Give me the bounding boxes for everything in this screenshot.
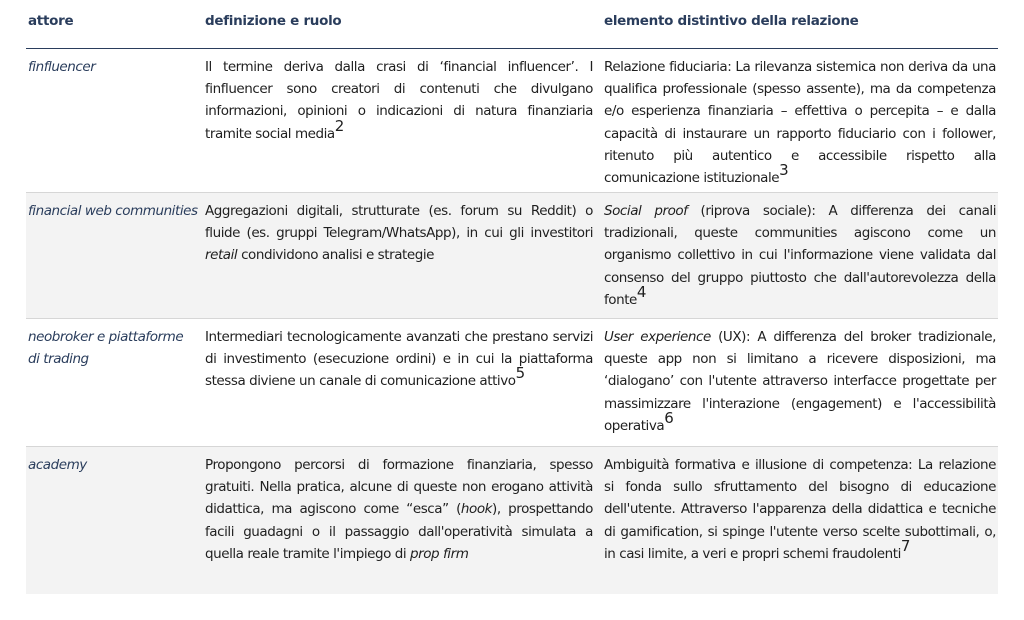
text-segment: Aggregazioni digitali, strutturate (es. forum su Reddit) o fluide (es. gruppi Telegram/WhatsApp), in cui gli investitori [205, 203, 593, 242]
table-header [26, 0, 998, 49]
table-row-finfluencer [26, 49, 998, 193]
text-segment: Relazione fiduciaria: La rilevanza sistemica non deriva da una qualifica professionale (spesso assente), ma da competenza e/o esperienza finanziaria – effettiva o percepita – e dalla capacità di instaurare un rapporto fiduciario con i follower, ritenuto più autentico e accessibile rispetto alla comunicazione istituzionale [604, 59, 996, 187]
italic-term: Social proof [604, 203, 688, 219]
relation-cell [604, 56, 996, 189]
relation-cell [604, 326, 996, 437]
italic-term: User experience [604, 329, 711, 345]
text-segment: ), prospettando facili guadagni o il passaggio dall'operatività simulata a quella reale tramite l'impiego di [205, 501, 593, 562]
definition-cell [205, 326, 593, 393]
text-segment: condividono analisi e strategie [237, 247, 435, 264]
footnote-ref: 3 [779, 161, 789, 180]
actors-table [26, 0, 998, 594]
header-definition: definizione e ruolo [205, 13, 342, 29]
footnote-ref: 2 [334, 116, 344, 135]
table-row-financial-web-communities [26, 193, 998, 319]
definition-cell [205, 200, 593, 267]
table-row-neobroker [26, 319, 998, 447]
footnote-ref: 5 [515, 364, 525, 383]
actor-cell: finfluencer [28, 59, 96, 75]
text-segment: (UX): A differenza del broker tradizionale, queste app non si limitano a ricevere disposizioni, ma ‘dialogano’ con l'utente attraverso interfacce progettate per massimizzare l'interazione (engagement) e l'accessibilità operativa [604, 329, 996, 434]
italic-term: hook [460, 501, 493, 518]
text-segment: Ambiguità formativa e illusione di competenza: La relazione si fonda sullo sfruttamento del bisogno di educazione dell'utente. Attraverso l'apparenza della didattica e tecniche di gamification, si spinge l'utente verso scelte subottimali, o, in casi limite, a veri e propri schemi fraudolenti [604, 457, 996, 562]
italic-term: retail [205, 247, 238, 264]
header-actor: attore [28, 13, 74, 29]
actor-cell: academy [28, 457, 87, 473]
text-segment: Il termine deriva dalla crasi di ‘financial influencer’. I finfluencer sono creatori di contenuti che divulgano informazioni, opinioni o indicazioni di natura finanziaria tramite social media [205, 59, 593, 142]
definition-cell [205, 56, 593, 145]
relation-cell [604, 454, 996, 565]
table-row-academy [26, 447, 998, 594]
actor-cell: financial web communities [28, 203, 198, 219]
italic-term: prop firm [410, 545, 469, 562]
definition-cell [205, 454, 593, 565]
header-relation: elemento distintivo della relazione [604, 13, 859, 29]
footnote-ref: 6 [664, 408, 674, 427]
actor-cell: neobroker e piattaforme di trading [28, 329, 184, 368]
relation-cell [604, 200, 996, 311]
text-segment: Propongono percorsi di formazione finanziaria, spesso gratuiti. Nella pratica, alcune di queste non erogano attività didattica, ma agiscono come “esca” ( [205, 457, 593, 518]
footnote-ref: 4 [636, 282, 647, 301]
text-segment: (riprova sociale): A differenza dei canali tradizionali, queste communities agiscono come un organismo collettivo in cui l'informazione viene validata dal consenso del gruppo piuttosto che dall'autorevolezza della fonte [604, 203, 996, 308]
text-segment: Intermediari tecnologicamente avanzati che prestano servizi di investimento (esecuzione ordini) e in cui la piattaforma stessa diviene un canale di comunicazione attivo [205, 329, 593, 390]
footnote-ref: 7 [900, 536, 910, 555]
